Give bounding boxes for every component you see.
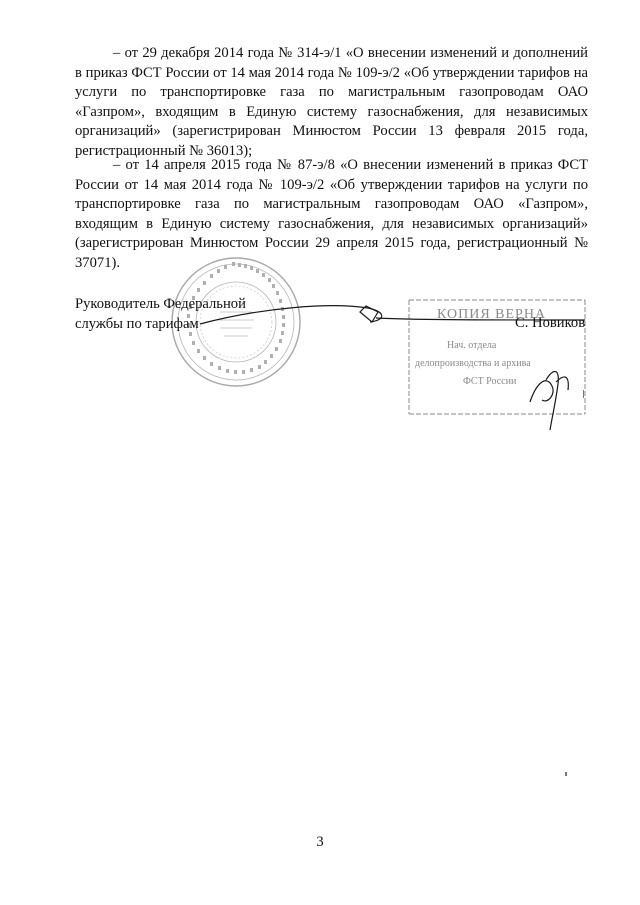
svg-text:делопроизводства и архива: делопроизводства и архива (415, 358, 531, 369)
page-number: 3 (316, 834, 324, 850)
handwritten-signature (190, 290, 590, 440)
paragraph-text: – от 29 декабря 2014 года № 314-э/1 «О внесении изменений и дополнений в приказ ФСТ России от 14 мая 2014 года № 109-э/2 «Об утверждении тарифов на услуги по транспортировке газа по магистральным газопроводам ОАО «Газпром», входящим в Единую систему газоснабжения, для независимых организаций» (зарегистрирован Минюстом России 13 февраля 2015 года, регистрационный № 36013); (75, 45, 588, 159)
signatory-position-line2: службы по тарифам (75, 315, 199, 332)
signatory-position-line1: Руководитель Федеральной (75, 296, 246, 312)
paragraph-2 (75, 156, 588, 274)
paragraph-text: – от 14 апреля 2015 года № 87-э/8 «О внесении изменений в приказ ФСТ России от 14 мая 2014 года № 109-э/2 «Об утверждении тарифов на услуги по транспортировке газа по магистральным газопроводам ОАО «Газпром», входящим в Единую систему газоснабжения, для независимых организаций» (зарегистрирован Минюстом России 29 апреля 2015 года, регистрационный № 37071). (75, 157, 588, 271)
signatory-name: С. Новиков (515, 315, 586, 331)
svg-text:Нач. отдела: Нач. отдела (447, 340, 497, 351)
signatory-position (75, 295, 246, 334)
svg-text:ФСТ России: ФСТ России (463, 376, 517, 387)
paragraph-1 (75, 44, 588, 162)
scan-artifact (565, 772, 567, 776)
svg-text:КОПИЯ ВЕРНА: КОПИЯ ВЕРНА (437, 307, 547, 322)
scan-artifact (583, 390, 584, 398)
